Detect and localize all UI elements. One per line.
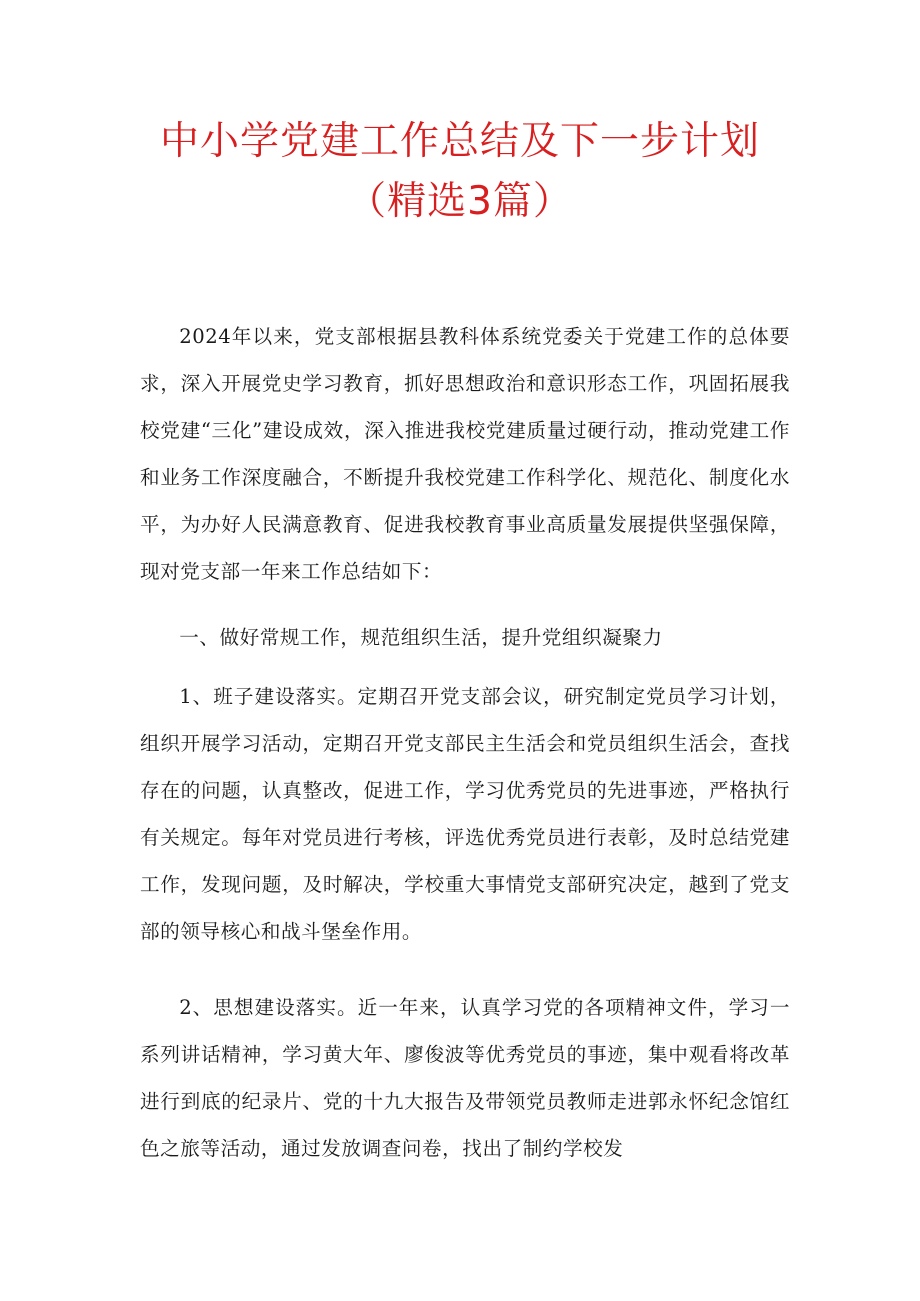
intro-paragraph: 2024年以来，党支部根据县教科体系统党委关于党建工作的总体要求，深入开展党史学习教育，抓好思想政治和意识形态工作，巩固拓展我校党建“三化”建设成效，深入推进我校党建质量过硬行动，推动党建工作和业务工作深度融合，不断提升我校党建工作科学化、规范化、制度化水平，为办好人民满意教育、促进我校教育事业高质量发展提供坚强保障，现对党支部一年来工作总结如下： (140, 325, 790, 583)
document-title: 中小学党建工作总结及下一步计划 (159, 119, 760, 164)
paragraph-item-1: 1、班子建设落实。定期召开党支部会议，研究制定党员学习计划，组织开展学习活动，定期召开党支部民主生活会和党员组织生活会，查找存在的问题，认真整改，促进工作，学习优秀党员的先进事迹，严格执行有关规定。每年对党员进行考核，评选优秀党员进行表彰，及时总结党建工作，发现问题，及时解决，学校重大事情党支部研究决定，越到了党支部的领导核心和战斗堡垒作用。 (140, 685, 790, 943)
document-subtitle: （精选3篇） (347, 179, 573, 224)
section-heading-1: 一、做好常规工作，规范组织生活，提升党组织凝聚力 (179, 626, 663, 649)
paragraph-item-2: 2、思想建设落实。近一年来，认真学习党的各项精神文件，学习一系列讲话精神，学习黄大年、廖俊波等优秀党员的事迹，集中观看将改革进行到底的纪录片、党的十九大报告及带领党员教师走进郭永怀纪念馆红色之旅等活动，通过发放调查问卷，找出了制约学校发 (140, 996, 790, 1160)
